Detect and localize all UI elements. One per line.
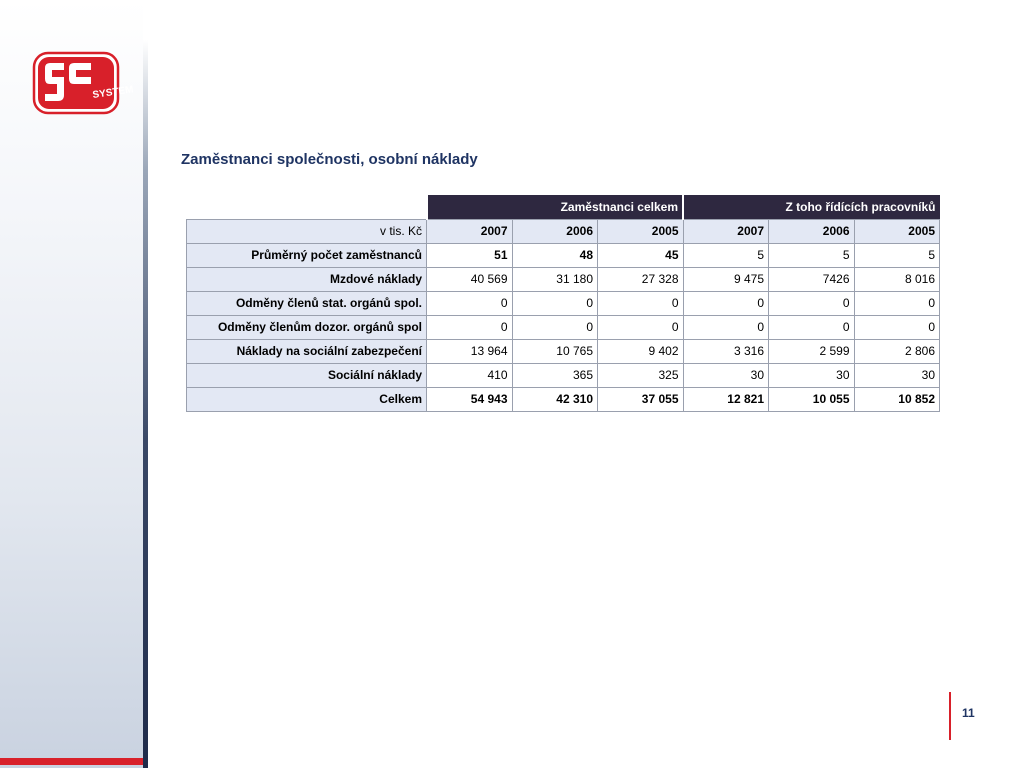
table-cell: 365 bbox=[512, 363, 598, 387]
table-cell: 10 852 bbox=[854, 387, 940, 411]
table-cell: 0 bbox=[598, 315, 684, 339]
footer-divider bbox=[949, 692, 951, 740]
unit-label: v tis. Kč bbox=[187, 219, 427, 243]
table-row bbox=[187, 339, 940, 363]
table-cell: 27 328 bbox=[598, 267, 684, 291]
table-cell: 12 821 bbox=[683, 387, 769, 411]
table-cell: 0 bbox=[427, 315, 513, 339]
table-cell: 410 bbox=[427, 363, 513, 387]
table-cell: 37 055 bbox=[598, 387, 684, 411]
personnel-costs-table bbox=[186, 195, 940, 412]
table-cell: 2 806 bbox=[854, 339, 940, 363]
year-header: 2006 bbox=[512, 219, 598, 243]
sidebar-edge bbox=[143, 40, 148, 768]
table-cell: 3 316 bbox=[683, 339, 769, 363]
row-label: Sociální náklady bbox=[187, 363, 427, 387]
row-label: Mzdové náklady bbox=[187, 267, 427, 291]
table-row bbox=[187, 243, 940, 267]
gc-system-logo bbox=[33, 52, 135, 114]
table-cell: 0 bbox=[512, 291, 598, 315]
year-header: 2005 bbox=[598, 219, 684, 243]
table-cell: 2 599 bbox=[769, 339, 855, 363]
table-cell: 325 bbox=[598, 363, 684, 387]
table-cell: 30 bbox=[769, 363, 855, 387]
table-cell: 0 bbox=[854, 291, 940, 315]
table-cell: 9 402 bbox=[598, 339, 684, 363]
sidebar-red-line bbox=[0, 758, 143, 765]
table-cell: 0 bbox=[683, 315, 769, 339]
table-cell: 13 964 bbox=[427, 339, 513, 363]
table-cell: 5 bbox=[854, 243, 940, 267]
row-label: Náklady na sociální zabezpečení bbox=[187, 339, 427, 363]
page-number: 11 bbox=[962, 706, 975, 720]
table-cell: 42 310 bbox=[512, 387, 598, 411]
table-cell: 8 016 bbox=[854, 267, 940, 291]
group-header-row bbox=[187, 195, 940, 219]
group-header-total: Zaměstnanci celkem bbox=[427, 195, 684, 219]
logo-brand-text: SYSTEM bbox=[91, 84, 135, 101]
table-row bbox=[187, 291, 940, 315]
table-cell: 9 475 bbox=[683, 267, 769, 291]
table-cell: 40 569 bbox=[427, 267, 513, 291]
table-cell: 0 bbox=[427, 291, 513, 315]
table-cell: 0 bbox=[598, 291, 684, 315]
table-cell: 7426 bbox=[769, 267, 855, 291]
header-empty-cell bbox=[187, 195, 427, 219]
table-cell: 10 765 bbox=[512, 339, 598, 363]
table-total-row bbox=[187, 387, 940, 411]
table-cell: 5 bbox=[769, 243, 855, 267]
table-cell: 54 943 bbox=[427, 387, 513, 411]
row-label: Celkem bbox=[187, 387, 427, 411]
group-header-managers: Z toho řídících pracovníků bbox=[683, 195, 940, 219]
table-cell: 10 055 bbox=[769, 387, 855, 411]
year-header: 2006 bbox=[769, 219, 855, 243]
year-header: 2005 bbox=[854, 219, 940, 243]
table-row bbox=[187, 315, 940, 339]
row-label: Odměny členům dozor. orgánů spol bbox=[187, 315, 427, 339]
table-cell: 45 bbox=[598, 243, 684, 267]
year-header: 2007 bbox=[427, 219, 513, 243]
table-cell: 0 bbox=[769, 315, 855, 339]
year-header-row bbox=[187, 219, 940, 243]
table-cell: 48 bbox=[512, 243, 598, 267]
table-cell: 0 bbox=[683, 291, 769, 315]
table-cell: 30 bbox=[683, 363, 769, 387]
table-cell: 31 180 bbox=[512, 267, 598, 291]
page-title: Zaměstnanci společnosti, osobní náklady bbox=[181, 151, 478, 168]
row-label: Odměny členů stat. orgánů spol. bbox=[187, 291, 427, 315]
table-cell: 30 bbox=[854, 363, 940, 387]
row-label: Průměrný počet zaměstnanců bbox=[187, 243, 427, 267]
table-cell: 0 bbox=[512, 315, 598, 339]
table-cell: 0 bbox=[854, 315, 940, 339]
table-row bbox=[187, 363, 940, 387]
table-row bbox=[187, 267, 940, 291]
table-cell: 0 bbox=[769, 291, 855, 315]
year-header: 2007 bbox=[683, 219, 769, 243]
sidebar-background bbox=[0, 0, 143, 768]
table-cell: 5 bbox=[683, 243, 769, 267]
table-cell: 51 bbox=[427, 243, 513, 267]
